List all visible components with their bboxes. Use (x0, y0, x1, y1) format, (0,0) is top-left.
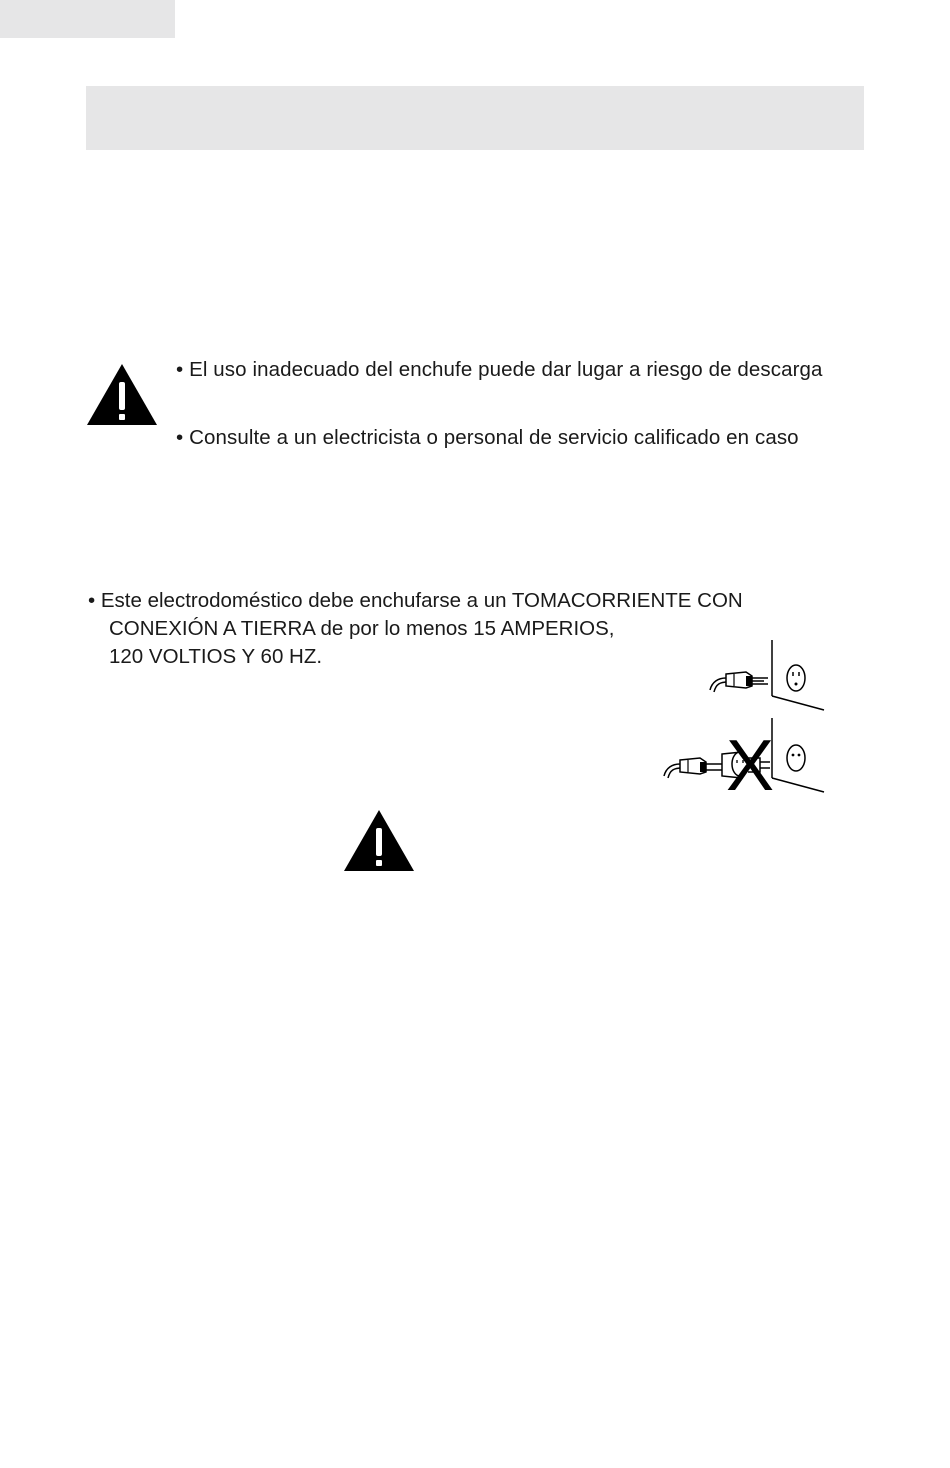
page-tab (0, 0, 175, 38)
prohibited-x-mark: X (726, 726, 775, 796)
warning-triangle-icon (343, 808, 415, 872)
warning-item-consult-electrician: • Consulte a un electricista o personal de servicio calificado en caso (176, 426, 799, 449)
grounding-line-2: CONEXIÓN A TIERRA de por lo menos 15 AMPERIOS, (109, 617, 615, 640)
warning-item-improper-plug: • El uso inadecuado del enchufe puede dar lugar a riesgo de descarga (176, 358, 823, 381)
grounding-requirement (88, 587, 743, 671)
grounding-line-3: 120 VOLTIOS Y 60 HZ. (109, 645, 323, 668)
section-header-band (86, 86, 864, 150)
grounding-line-1: • Este electrodoméstico debe enchufarse a un TOMACORRIENTE CON (88, 589, 743, 612)
warning-triangle-icon (86, 362, 158, 426)
adapter-plug-prohibited-icon (660, 716, 828, 796)
grounded-plug-outlet-icon (702, 638, 828, 714)
